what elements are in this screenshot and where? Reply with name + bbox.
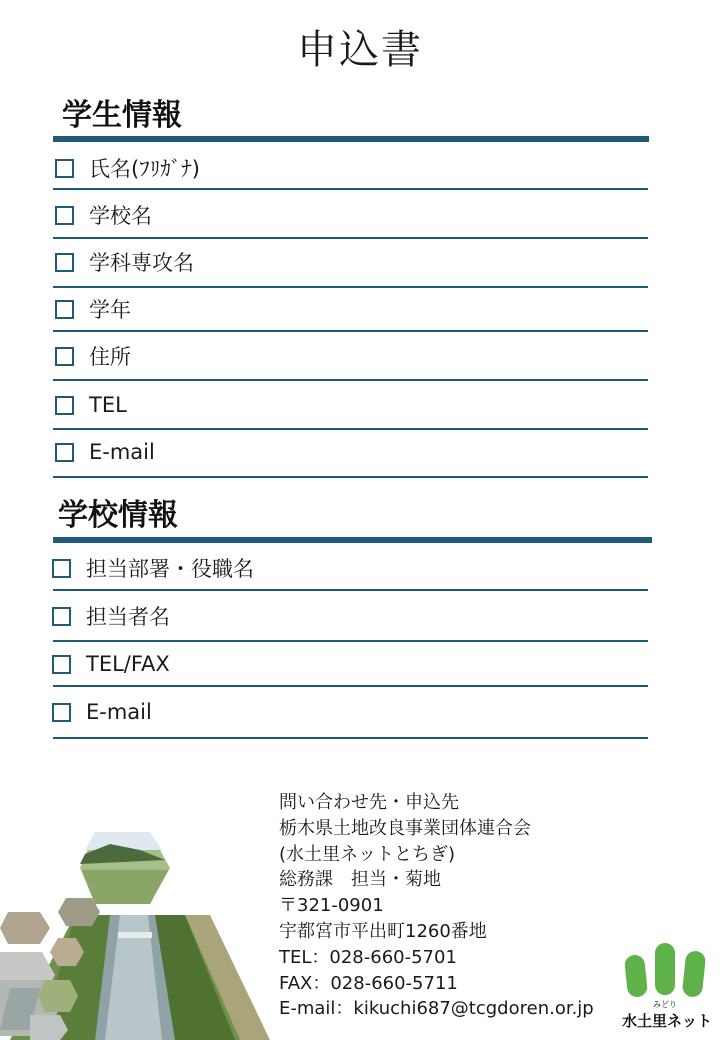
checkbox[interactable]: [52, 607, 71, 626]
contact-line: (水土里ネットとちぎ): [279, 843, 456, 865]
row-divider: [53, 330, 648, 332]
logo-furigana: みどり: [653, 1000, 677, 1009]
row-divider: [53, 188, 648, 190]
school-section-heading: 学校情報: [58, 498, 178, 533]
contact-line: 問い合わせ先・申込先: [279, 792, 459, 813]
checkbox[interactable]: [52, 559, 71, 578]
checkbox[interactable]: [55, 443, 74, 462]
checklist-item-label: E-mail: [86, 700, 152, 724]
contact-block: [279, 790, 619, 1022]
midori-net-logo: [620, 935, 712, 1035]
checklist-item-grade: [55, 291, 131, 327]
logo-text: 水土里ネット: [622, 1012, 712, 1030]
checklist-item-school-name: [55, 197, 152, 233]
student-section-heading: 学生情報: [62, 98, 182, 133]
contact-email: E-mail：kikuchi687@tcgdoren.or.jp: [279, 998, 594, 1020]
checklist-item-email: [55, 434, 155, 470]
contact-line: 〒321-0901: [279, 895, 384, 917]
student-section-bar: [53, 136, 649, 142]
row-divider: [53, 589, 648, 591]
row-divider: [53, 685, 648, 687]
checkbox[interactable]: [55, 159, 74, 178]
checklist-item-department: [55, 244, 194, 280]
checklist-item-label: 住所: [89, 345, 131, 369]
checklist-item-contact-name: [52, 598, 170, 634]
contact-line: FAX：028-660-5711: [279, 972, 458, 994]
contact-line: TEL：028-660-5701: [279, 946, 457, 968]
checklist-item-school-email: [52, 694, 152, 730]
checklist-item-label: TEL/FAX: [86, 652, 170, 676]
page-title: 申込書: [297, 27, 423, 73]
checklist-item-contact-position: [52, 550, 254, 586]
checklist-item-label: E-mail: [89, 440, 155, 464]
checklist-item-label: 学科専攻名: [89, 251, 194, 275]
checklist-item-label: 担当者名: [86, 605, 170, 629]
checklist-item-tel: [55, 387, 127, 423]
row-divider: [53, 379, 648, 381]
row-divider: [53, 640, 648, 642]
checklist-item-label: 担当部署・役職名: [86, 557, 254, 581]
checkbox[interactable]: [55, 347, 74, 366]
checklist-item-label: 学年: [89, 298, 131, 322]
checklist-item-address: [55, 338, 131, 374]
checkbox[interactable]: [55, 396, 74, 415]
checkbox[interactable]: [52, 655, 71, 674]
row-divider: [53, 286, 648, 288]
checklist-item-label: 学校名: [89, 204, 152, 228]
contact-line: 総務課 担当・菊地: [279, 869, 441, 891]
row-divider: [53, 737, 648, 739]
checkbox[interactable]: [55, 300, 74, 319]
checkbox[interactable]: [55, 253, 74, 272]
checklist-item-label: 氏名(ﾌﾘｶﾞﾅ): [89, 157, 200, 181]
row-divider: [53, 476, 648, 478]
contact-line: 栃木県土地改良事業団体連合会: [279, 817, 531, 839]
checkbox[interactable]: [55, 206, 74, 225]
row-divider: [53, 237, 648, 239]
checkbox[interactable]: [52, 703, 71, 722]
row-divider: [53, 428, 648, 430]
school-section-bar: [53, 537, 652, 543]
checklist-item-tel-fax: [52, 646, 170, 682]
contact-line: 宇都宮市平出町1260番地: [279, 920, 487, 942]
rural-photo-collage: [0, 820, 280, 1040]
checklist-item-name-kana: [55, 150, 200, 186]
checklist-item-label: TEL: [89, 393, 127, 417]
